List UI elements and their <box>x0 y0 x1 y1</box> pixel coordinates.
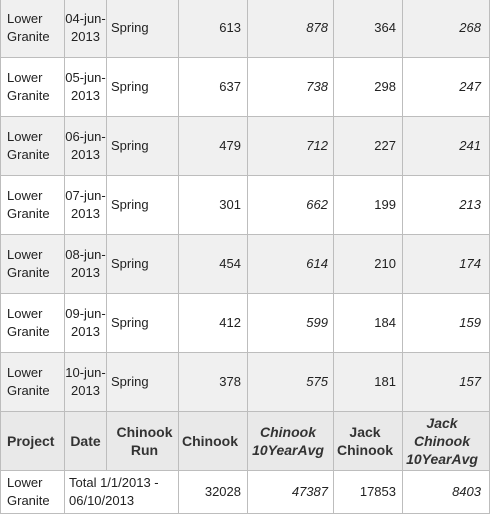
total-jack-avg-cell: 8403 <box>403 471 490 514</box>
chinook-avg-cell: 614 <box>248 235 334 294</box>
chinook-cell: 412 <box>179 294 248 353</box>
table-row <box>1 235 490 294</box>
project-cell: Lower Granite <box>1 117 65 176</box>
table-row <box>1 176 490 235</box>
jack-cell: 184 <box>334 294 403 353</box>
chinook-avg-cell: 878 <box>248 0 334 58</box>
run-cell: Spring <box>107 117 179 176</box>
header-jack-chinook-10yr-avg: Jack Chinook 10YearAvg <box>403 412 490 471</box>
chinook-cell: 378 <box>179 353 248 412</box>
run-cell: Spring <box>107 0 179 58</box>
run-cell: Spring <box>107 58 179 117</box>
date-cell: 07-jun-2013 <box>65 176 107 235</box>
table-row <box>1 117 490 176</box>
header-chinook-run: Chinook Run <box>107 412 179 471</box>
chinook-cell: 613 <box>179 0 248 58</box>
header-project: Project <box>1 412 65 471</box>
date-cell: 05-jun-2013 <box>65 58 107 117</box>
jack-avg-cell: 159 <box>403 294 490 353</box>
column-header-row <box>1 412 490 471</box>
chinook-avg-cell: 738 <box>248 58 334 117</box>
jack-cell: 364 <box>334 0 403 58</box>
total-jack-cell: 17853 <box>334 471 403 514</box>
header-date: Date <box>65 412 107 471</box>
run-cell: Spring <box>107 353 179 412</box>
jack-avg-cell: 174 <box>403 235 490 294</box>
date-cell: 10-jun-2013 <box>65 353 107 412</box>
project-cell: Lower Granite <box>1 0 65 58</box>
header-chinook-10yr-avg: Chinook 10YearAvg <box>248 412 334 471</box>
jack-cell: 181 <box>334 353 403 412</box>
date-cell: 04-jun-2013 <box>65 0 107 58</box>
jack-avg-cell: 213 <box>403 176 490 235</box>
chinook-cell: 454 <box>179 235 248 294</box>
table-row <box>1 353 490 412</box>
total-chinook-avg-cell: 47387 <box>248 471 334 514</box>
date-cell: 08-jun-2013 <box>65 235 107 294</box>
chinook-avg-cell: 599 <box>248 294 334 353</box>
date-cell: 09-jun-2013 <box>65 294 107 353</box>
total-project-cell: Lower Granite <box>1 471 65 514</box>
project-cell: Lower Granite <box>1 58 65 117</box>
jack-cell: 210 <box>334 235 403 294</box>
chinook-avg-cell: 662 <box>248 176 334 235</box>
chinook-avg-cell: 712 <box>248 117 334 176</box>
header-jack-chinook: Jack Chinook <box>334 412 403 471</box>
project-cell: Lower Granite <box>1 353 65 412</box>
run-cell: Spring <box>107 235 179 294</box>
total-row <box>1 471 490 514</box>
chinook-cell: 479 <box>179 117 248 176</box>
project-cell: Lower Granite <box>1 294 65 353</box>
table-row <box>1 0 490 58</box>
run-cell: Spring <box>107 176 179 235</box>
project-cell: Lower Granite <box>1 235 65 294</box>
project-cell: Lower Granite <box>1 176 65 235</box>
chinook-cell: 301 <box>179 176 248 235</box>
jack-avg-cell: 247 <box>403 58 490 117</box>
jack-cell: 199 <box>334 176 403 235</box>
jack-avg-cell: 241 <box>403 117 490 176</box>
jack-avg-cell: 268 <box>403 0 490 58</box>
date-cell: 06-jun-2013 <box>65 117 107 176</box>
table-row <box>1 58 490 117</box>
jack-cell: 298 <box>334 58 403 117</box>
total-chinook-cell: 32028 <box>179 471 248 514</box>
chinook-avg-cell: 575 <box>248 353 334 412</box>
run-cell: Spring <box>107 294 179 353</box>
jack-cell: 227 <box>334 117 403 176</box>
chinook-cell: 637 <box>179 58 248 117</box>
table-row <box>1 294 490 353</box>
header-chinook: Chinook <box>179 412 248 471</box>
jack-avg-cell: 157 <box>403 353 490 412</box>
total-label-cell: Total 1/1/2013 - 06/10/2013 <box>65 471 179 514</box>
